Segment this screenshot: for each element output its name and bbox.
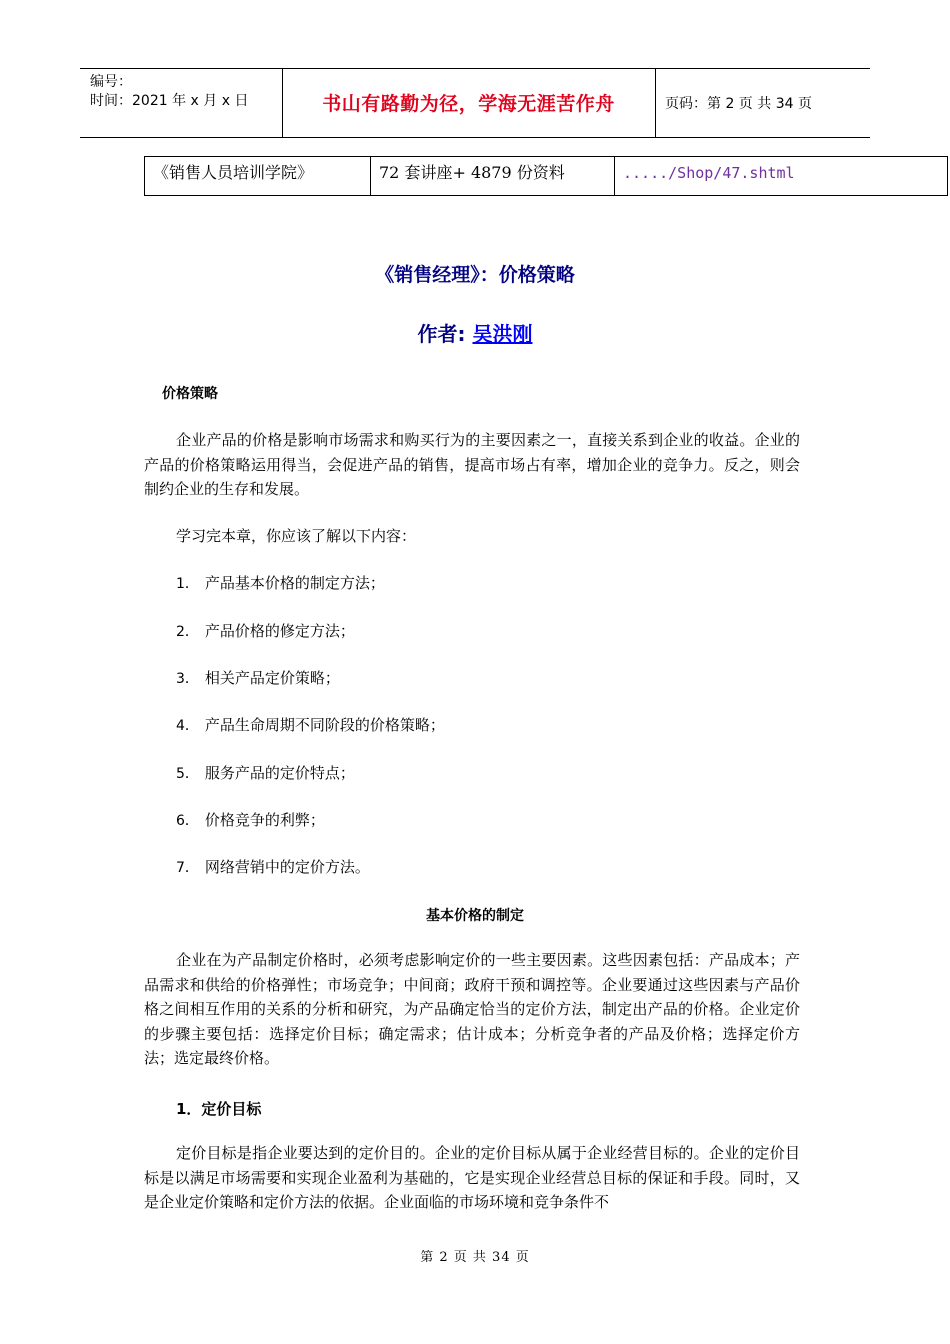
list-item: 4． 产品生命周期不同阶段的价格策略； — [176, 716, 445, 734]
author-label: 作者: — [417, 322, 473, 346]
page-footer: 第 2 页 共 34 页 — [420, 1250, 530, 1265]
header-motto: 书山有路勤为径，学海无涯苦作舟 — [322, 93, 615, 115]
subsection-heading: 1．定价目标 — [176, 1100, 262, 1118]
section2-paragraph: 企业在为产品制定价格时，必须考虑影响定价的一些主要因素。这些因素包括：产品成本；产品需求和供给的价格弹性；市场竞争；中间商；政府干预和调控等。企业要通过这些因素与产品价格之间相互作用的关系的分析和研究，为产品确定恰当的定价方法，制定出产品的价格。企业定价的步骤主要包括：选择定价目标；确定需求；估计成本；分析竞争者的产品及价格；选择定价方法；选定最终价格。 — [144, 951, 800, 1067]
list-item: 3． 相关产品定价策略； — [176, 669, 340, 687]
list-item: 1． 产品基本价格的制定方法； — [176, 574, 385, 592]
promo-cell-materials: 72 套讲座+ 4879 份资料 — [371, 157, 615, 195]
section-heading: 价格策略 — [162, 386, 218, 402]
sub1-paragraph: 定价目标是指企业要达到的定价目的。企业的定价目标从属于企业经营目标的。企业的定价目标是以满足市场需要和实现企业盈利为基础的，它是实现企业经营总目标的保证和手段。同时，又是企业定价策略和定价方法的依据。企业面临的市场环境和竞争条件不 — [144, 1144, 800, 1211]
promo-cell-academy: 《销售人员培训学院》 — [145, 157, 371, 195]
learn-intro: 学习完本章，你应该了解以下内容： — [176, 527, 417, 545]
promo-table — [144, 156, 948, 196]
promo-link[interactable]: ...../Shop/47.shtml — [623, 164, 795, 182]
header-divider — [655, 69, 656, 137]
document-number-label: 编号： — [90, 74, 132, 90]
document-title: 《销售经理》：价格策略 — [375, 264, 575, 286]
list-item: 6． 价格竞争的利弊； — [176, 811, 325, 829]
author-link[interactable]: 吴洪刚 — [472, 322, 533, 346]
section-heading: 基本价格的制定 — [426, 908, 524, 924]
header-page-number: 页码：第 2 页 共 34 页 — [665, 96, 812, 112]
header-meta — [90, 73, 248, 111]
list-item: 7． 网络营销中的定价方法。 — [176, 858, 370, 876]
document-date: 时间：2021 年 x 月 x 日 — [90, 93, 249, 109]
list-item: 2． 产品价格的修定方法； — [176, 622, 355, 640]
document-header — [80, 68, 870, 138]
author-line — [0, 318, 950, 347]
list-item: 5． 服务产品的定价特点； — [176, 764, 355, 782]
intro-paragraph: 企业产品的价格是影响市场需求和购买行为的主要因素之一，直接关系到企业的收益。企业的产品的价格策略运用得当，会促进产品的销售，提高市场占有率，增加企业的竞争力。反之，则会制约企业的生存和发展。 — [144, 431, 800, 498]
